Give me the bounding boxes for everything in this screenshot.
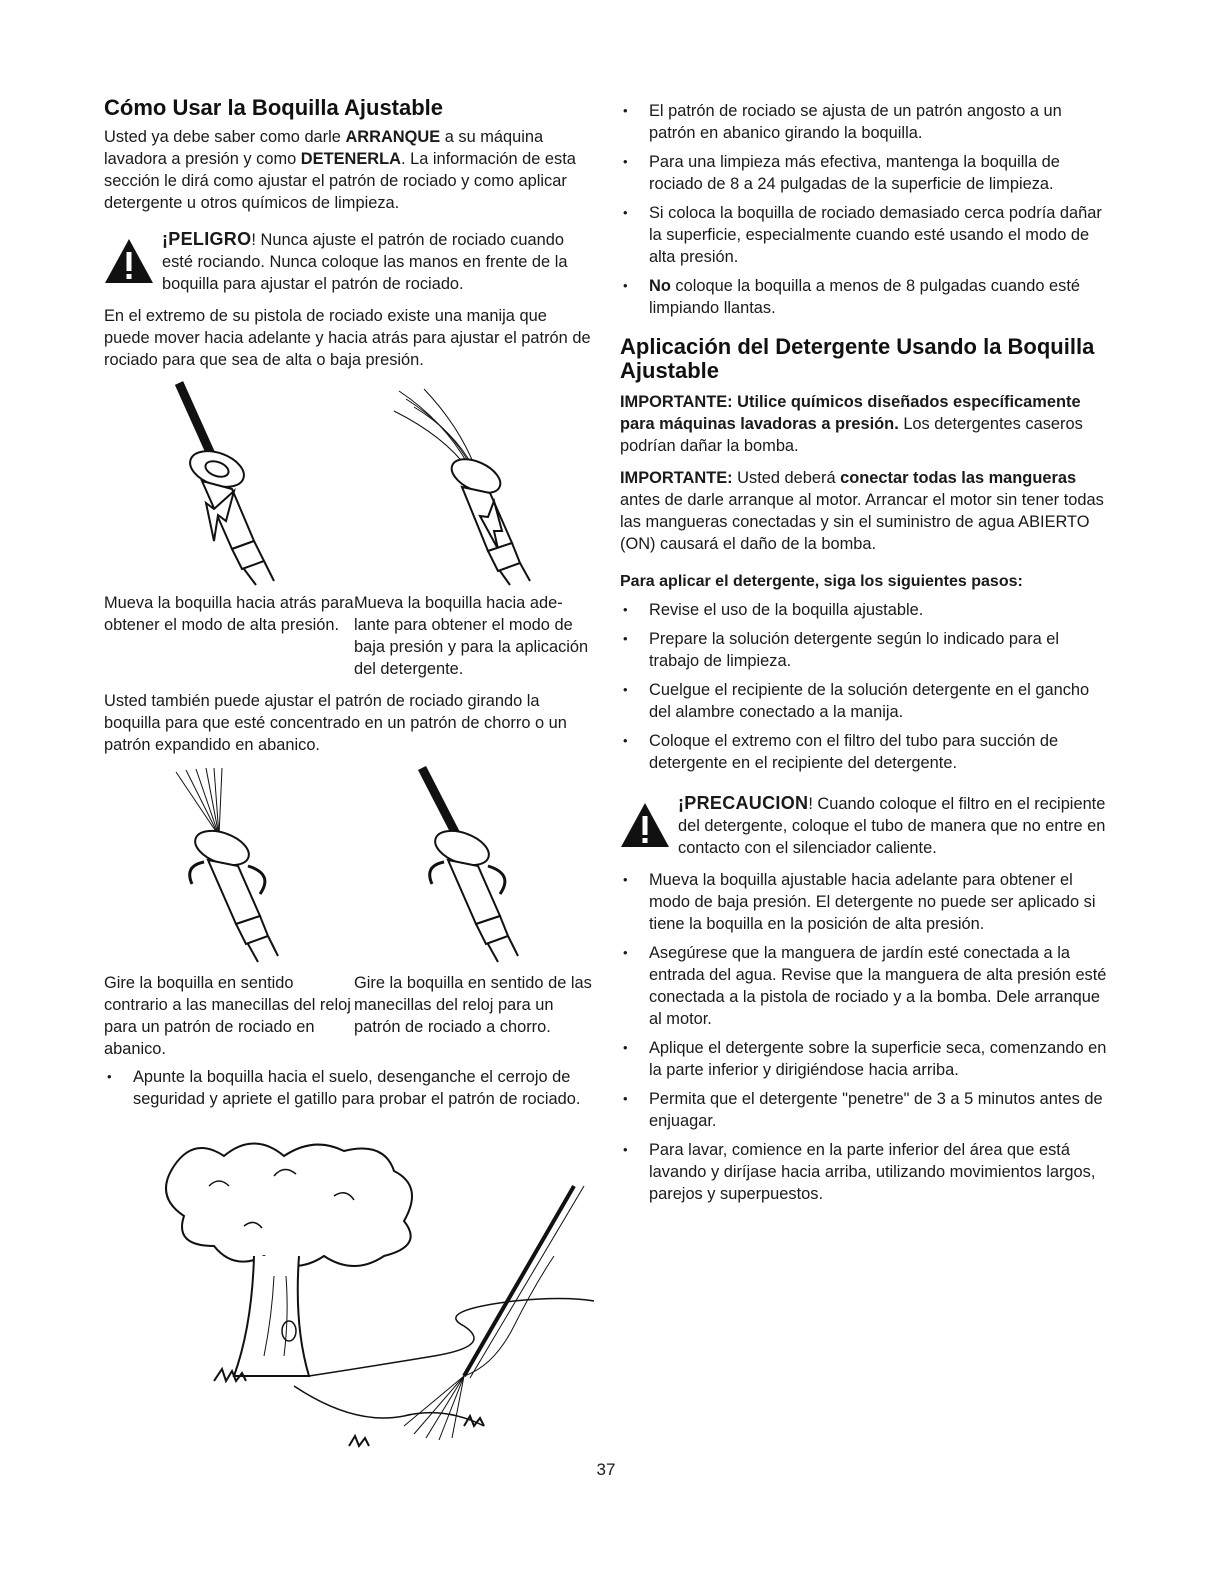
- figure-captions-1: [104, 592, 592, 680]
- list-item: • Revise el uso de la boquilla ajustable.: [620, 599, 1110, 621]
- list-item: • Cuelgue el recipiente de la solución detergente en el gancho del alambre conectado a la manija.: [620, 679, 1110, 723]
- steps-list: [620, 599, 1110, 774]
- page-number: 37: [596, 1460, 616, 1479]
- list-item: • Permita que el detergente "penetre" de 3 a 5 minutos antes de enjuagar.: [620, 1088, 1110, 1132]
- nozzle-rotate-figure: [104, 766, 592, 966]
- handle-paragraph: En el extremo de su pistola de rociado existe una manija que puede mover hacia adelante y hacia atrás para ajustar el patrón de rociado para que sea de alta o baja presión.: [104, 306, 591, 369]
- intro-paragraph: Usted ya debe saber como darle ARRANQUE a su máquina lavadora a presión y como DETENERLA. La información de esta sección le dirá como ajustar el patrón de rociado y como aplicar detergente u otros químicos de limpieza.: [104, 127, 576, 212]
- caption-backward: Mueva la boquilla hacia atrás para obtener el modo de alta presión.: [104, 593, 354, 634]
- warning-triangle-icon: [620, 802, 670, 848]
- nozzle-tips-list: [620, 100, 1110, 319]
- important-chemicals: IMPORTANTE: Utilice químicos diseñados específicamente para máquinas lavadoras a presión. Los detergentes caseros podrían dañar la bomba.: [620, 392, 1083, 455]
- figure-captions-2: [104, 972, 592, 1060]
- list-item: • Si coloca la boquilla de rociado demasiado cerca podría dañar la superficie, especialmente cuando esté usando el modo de alta presión.: [620, 202, 1110, 268]
- tree-spray-illustration: [134, 1126, 604, 1466]
- nozzle-slide-figure: [104, 381, 592, 586]
- rotate-paragraph: Usted también puede ajustar el patrón de rociado girando la boquilla para que esté concentrado en un patrón de chorro o un patrón expandido en abanico.: [104, 691, 567, 754]
- right-column: [620, 100, 1110, 1215]
- left-column: [104, 96, 592, 1120]
- steps-title: Para aplicar el detergente, siga los siguientes pasos:: [620, 572, 1023, 590]
- test-bullet-list: [104, 1066, 592, 1110]
- list-item: • Asegúrese que la manguera de jardín esté conectada a la entrada del agua. Revise que la manguera de alta presión esté conectada a la pistola de rociado y a la bomba. Dele arranque al motor.: [620, 942, 1110, 1030]
- important-hoses: IMPORTANTE: Usted deberá conectar todas las mangueras antes de darle arranque al motor. Arrancar el motor sin tener todas las mangueras conectadas y sin el suministro de agua ABIERTO (ON) causará el daño de la bomba.: [620, 468, 1104, 553]
- danger-warning: ¡PELIGRO! Nunca ajuste el patrón de rociado cuando esté rociando. Nunca coloque las manos en frente de la boquilla para ajustar el patrón de rociado.: [104, 228, 592, 295]
- list-item: • El patrón de rociado se ajusta de un patrón angosto a un patrón en abanico girando la boquilla.: [620, 100, 1110, 144]
- list-item: • Para lavar, comience en la parte inferior del área que está lavando y diríjase hacia arriba, utilizando movimientos largos, parejos y superpuestos.: [620, 1139, 1110, 1205]
- list-item: • Prepare la solución detergente según lo indicado para el trabajo de limpieza.: [620, 628, 1110, 672]
- caution-warning: ¡PRECAUCION! Cuando coloque el filtro en el recipiente del detergente, coloque el tubo de manera que no entre en contacto con el silenciador caliente.: [620, 792, 1110, 859]
- list-item: • Apunte la boquilla hacia el suelo, desenganche el cerrojo de seguridad y apriete el gatillo para probar el patrón de rociado.: [104, 1066, 592, 1110]
- detergent-heading: Aplicación del Detergente Usando la Boquilla Ajustable: [620, 334, 1095, 383]
- list-item: • Mueva la boquilla ajustable hacia adelante para obtener el modo de baja presión. El detergente no puede ser aplicado si tiene la boquilla en la posición de alta presión.: [620, 869, 1110, 935]
- nozzle-backward-illustration: [114, 381, 354, 586]
- nozzle-forward-illustration: [354, 381, 594, 586]
- section-title: Cómo Usar la Boquilla Ajustable: [104, 95, 444, 120]
- caption-fan: Gire la boquilla en sentido contrario a las manecillas del reloj para un patrón de rociado en abanico.: [104, 973, 351, 1058]
- nozzle-jet-illustration: [354, 766, 594, 966]
- warning-triangle-icon: [104, 238, 154, 284]
- application-list: [620, 869, 1110, 1205]
- list-item: • Coloque el extremo con el filtro del tubo para succión de detergente en el recipiente del detergente.: [620, 730, 1110, 774]
- list-item: • Aplique el detergente sobre la superficie seca, comenzando en la parte inferior y dirigiéndose hacia arriba.: [620, 1037, 1110, 1081]
- caption-jet: Gire la boquilla en sentido de las manecillas del reloj para un patrón de rociado a chorro.: [354, 973, 592, 1036]
- list-item: • Para una limpieza más efectiva, mantenga la boquilla de rociado de 8 a 24 pulgadas de la superficie de limpieza.: [620, 151, 1110, 195]
- nozzle-fan-illustration: [114, 766, 354, 966]
- list-item: • No coloque la boquilla a menos de 8 pulgadas cuando esté limpiando llantas.: [620, 275, 1110, 319]
- caption-forward: Mueva la boquilla hacia ade-lante para obtener el modo de baja presión y para la aplicación del detergente.: [354, 593, 589, 678]
